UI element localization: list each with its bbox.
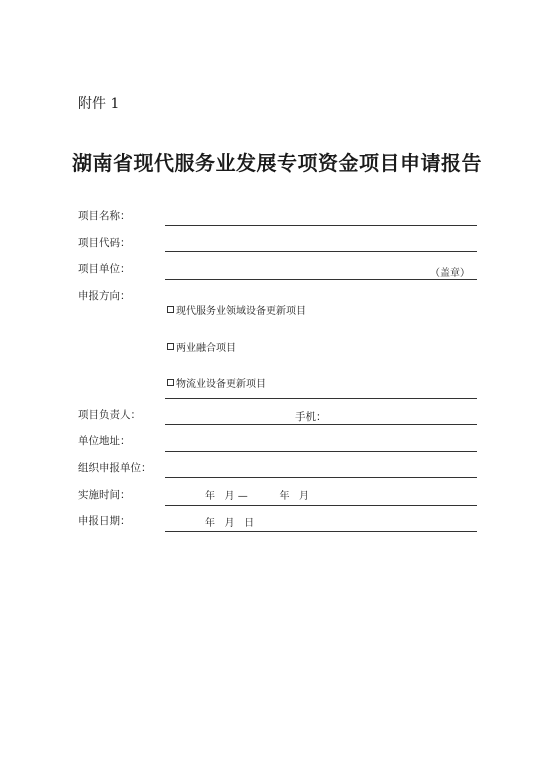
project-leader-line[interactable] xyxy=(165,424,477,425)
project-unit-line[interactable] xyxy=(165,279,477,280)
project-name-line[interactable] xyxy=(165,225,477,226)
seal-note: （盖章） xyxy=(430,268,470,279)
option-logistics-equipment[interactable] xyxy=(167,375,266,390)
checkbox-icon[interactable] xyxy=(167,306,174,313)
implementation-time-line[interactable] xyxy=(165,505,477,506)
project-code-label: 项目代码： xyxy=(78,237,131,249)
option-two-industry-integration[interactable] xyxy=(167,339,236,354)
unit-address-line[interactable] xyxy=(165,451,477,452)
option-label: 现代服务业领域设备更新项目 xyxy=(176,306,306,317)
direction-line xyxy=(165,398,477,399)
declaration-date-line[interactable] xyxy=(165,531,477,532)
option-label: 物流业设备更新项目 xyxy=(176,379,266,390)
checkbox-icon[interactable] xyxy=(167,379,174,386)
organizing-unit-label: 组织申报单位： xyxy=(78,462,152,474)
document-title: 湖南省现代服务业发展专项资金项目申请报告 xyxy=(72,151,482,175)
implementation-time-label: 实施时间： xyxy=(78,489,131,501)
option-equipment-renewal[interactable] xyxy=(167,302,306,317)
declaration-date-label: 申报日期： xyxy=(78,515,131,527)
declaration-direction-label: 申报方向： xyxy=(78,290,131,302)
project-name-label: 项目名称： xyxy=(78,210,131,222)
checkbox-icon[interactable] xyxy=(167,343,174,350)
implementation-time-value: 年 月 — 年 月 xyxy=(205,491,310,502)
project-leader-label: 项目负责人： xyxy=(78,409,141,421)
option-label: 两业融合项目 xyxy=(176,343,236,354)
project-unit-label: 项目单位： xyxy=(78,263,131,275)
organizing-unit-line[interactable] xyxy=(165,477,477,478)
unit-address-label: 单位地址： xyxy=(78,435,131,447)
attachment-label: 附件 1 xyxy=(78,96,120,112)
mobile-label: 手机： xyxy=(295,411,327,423)
declaration-date-value: 年 月 日 xyxy=(205,518,255,529)
project-code-line[interactable] xyxy=(165,251,477,252)
